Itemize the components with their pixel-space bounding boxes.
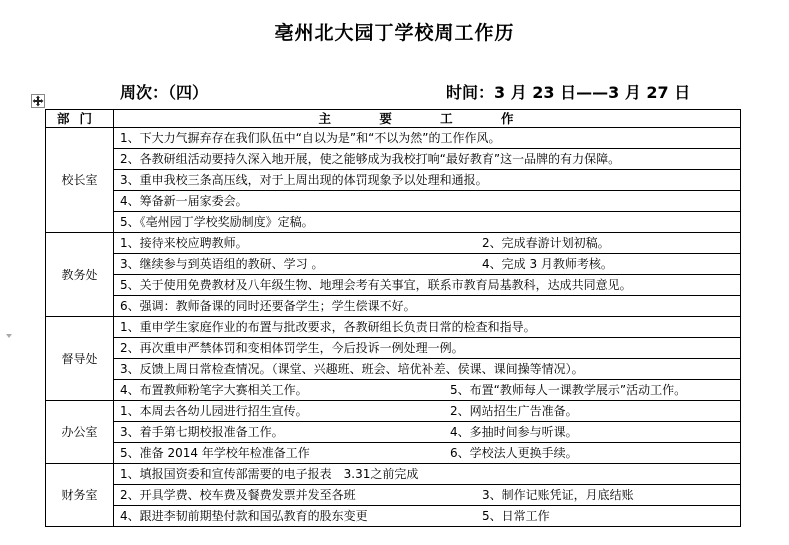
task-cell: 4、筹备新一届家委会。 bbox=[114, 191, 741, 212]
dept-cell: 教务处 bbox=[46, 233, 114, 317]
task-cell: 1、填报国资委和宣传部需要的电子报表 3.31之前完成 bbox=[114, 464, 741, 485]
task-item: 3、着手第七期校报准备工作。 bbox=[120, 425, 284, 439]
table-row bbox=[46, 380, 741, 401]
task-item: 6、学校法人更换手续。 bbox=[450, 446, 578, 460]
table-row bbox=[46, 233, 741, 254]
task-cell bbox=[114, 485, 741, 506]
ruler-marker-icon bbox=[6, 334, 12, 338]
dept-cell: 办公室 bbox=[46, 401, 114, 464]
task-cell: 3、重申我校三条高压线，对于上周出现的体罚现象予以处理和通报。 bbox=[114, 170, 741, 191]
task-cell: 2、再次重申严禁体罚和变相体罚学生，今后投诉一例处理一例。 bbox=[114, 338, 741, 359]
task-cell bbox=[114, 380, 741, 401]
header-work: 主 要 工 作 bbox=[114, 110, 741, 128]
table-row bbox=[46, 170, 741, 191]
task-cell: 1、重申学生家庭作业的布置与批改要求，各教研组长负责日常的检查和指导。 bbox=[114, 317, 741, 338]
table-move-handle-icon[interactable] bbox=[31, 94, 45, 108]
task-cell: 3、反馈上周日常检查情况。（课堂、兴趣班、班会、培优补差、侯课、课间操等情况）。 bbox=[114, 359, 741, 380]
week-label: 周次：（四） bbox=[120, 83, 209, 102]
task-item: 4、多抽时间参与听课。 bbox=[450, 425, 578, 439]
work-schedule-table bbox=[45, 109, 741, 527]
page-title: 亳州北大园丁学校周工作历 bbox=[274, 22, 515, 44]
table-row bbox=[46, 254, 741, 275]
task-item: 5、布置“教师每人一课教学展示”活动工作。 bbox=[450, 383, 687, 397]
task-item: 2、网站招生广告准备。 bbox=[450, 404, 578, 418]
task-item: 1、本周去各幼儿园进行招生宣传。 bbox=[120, 404, 308, 418]
task-cell bbox=[114, 233, 741, 254]
task-item: 3、制作记账凭证，月底结账 bbox=[482, 488, 634, 502]
task-cell bbox=[114, 401, 741, 422]
task-item: 4、布置教师粉笔字大赛相关工作。 bbox=[120, 383, 308, 397]
task-cell bbox=[114, 506, 741, 527]
table-row bbox=[46, 317, 741, 338]
time-range-label: 时间：3 月 23 日——3 月 27 日 bbox=[446, 83, 691, 102]
table-row bbox=[46, 464, 741, 485]
task-cell: 2、各教研组活动要持久深入地开展，使之能够成为我校打响“最好教育”这一品牌的有力保障。 bbox=[114, 149, 741, 170]
table-row bbox=[46, 149, 741, 170]
table-row bbox=[46, 485, 741, 506]
task-item: 5、准备 2014 年学校年检准备工作 bbox=[120, 446, 310, 460]
task-item: 4、完成 3 月教师考核。 bbox=[482, 257, 613, 271]
task-cell: 1、下大力气摒弃存在我们队伍中“自以为是”和“不以为然”的工作作风。 bbox=[114, 128, 741, 149]
table-row bbox=[46, 191, 741, 212]
task-cell bbox=[114, 443, 741, 464]
dept-cell: 财务室 bbox=[46, 464, 114, 527]
dept-cell: 督导处 bbox=[46, 317, 114, 401]
task-cell: 5、《亳州园丁学校奖励制度》定稿。 bbox=[114, 212, 741, 233]
header-dept: 部门 bbox=[46, 110, 114, 128]
task-cell: 6、强调：教师备课的同时还要备学生；学生偿课不好。 bbox=[114, 296, 741, 317]
task-item: 2、完成春游计划初稿。 bbox=[482, 236, 610, 250]
task-cell: 5、关于使用免费教材及八年级生物、地理会考有关事宜，联系市教育局基教科，达成共同意见。 bbox=[114, 275, 741, 296]
task-item: 5、日常工作 bbox=[482, 509, 550, 523]
task-item: 3、继续参与到英语组的教研、学习 。 bbox=[120, 257, 324, 271]
table-row bbox=[46, 338, 741, 359]
task-item: 2、开具学费、校车费及餐费发票并发至各班 bbox=[120, 488, 356, 502]
task-item: 4、跟进李韧前期垫付款和国弘教育的股东变更 bbox=[120, 509, 368, 523]
table-row bbox=[46, 443, 741, 464]
table-row bbox=[46, 128, 741, 149]
table-row bbox=[46, 296, 741, 317]
table-row bbox=[46, 422, 741, 443]
table-header-row bbox=[46, 110, 741, 128]
dept-cell: 校长室 bbox=[46, 128, 114, 233]
table-row bbox=[46, 359, 741, 380]
table-row bbox=[46, 506, 741, 527]
table-row bbox=[46, 401, 741, 422]
task-item: 1、接待来校应聘教师。 bbox=[120, 236, 248, 250]
task-cell bbox=[114, 422, 741, 443]
task-cell bbox=[114, 254, 741, 275]
table-row bbox=[46, 275, 741, 296]
table-row bbox=[46, 212, 741, 233]
